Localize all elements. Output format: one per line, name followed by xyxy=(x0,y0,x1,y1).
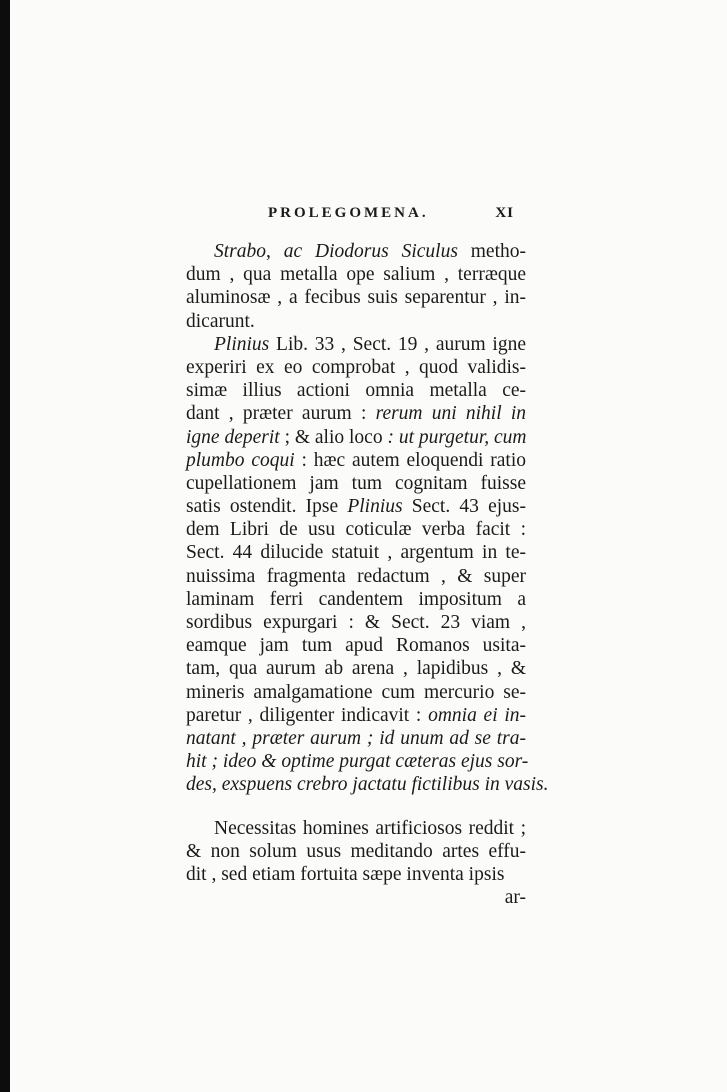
paragraph-plinius xyxy=(186,333,549,797)
italic-text: natant , præter aurum ; id unum ad se tra- xyxy=(186,727,526,749)
text-line xyxy=(186,240,526,263)
italic-text: rerum uni nihil in xyxy=(375,403,527,425)
roman-text: dant , præter aurum : xyxy=(186,403,376,425)
roman-text: , xyxy=(266,241,284,262)
italic-text: igne deperit xyxy=(186,426,280,448)
roman-text: experiri ex eo comprobat , quod validis- xyxy=(186,356,526,378)
text-line xyxy=(186,704,526,727)
roman-text: Necessitas homines artificiosos reddit ; xyxy=(214,817,526,839)
italic-text: : ut purgetur, cum xyxy=(387,426,527,448)
roman-text: : hæc autem eloquendi ratio xyxy=(294,449,526,471)
text-line xyxy=(186,817,526,840)
roman-text: eamque jam tum apud Romanos usita- xyxy=(186,635,526,657)
roman-text: dem Libri de usu coticulæ verba facit : xyxy=(186,519,526,541)
roman-text: dum , qua metalla ope salium , terræque xyxy=(186,264,526,286)
roman-text: nuissima fragmenta redactum , & super xyxy=(186,565,526,587)
text-line xyxy=(186,310,526,333)
roman-text: ; & alio loco xyxy=(279,426,388,448)
text-line xyxy=(186,379,526,402)
italic-text: Strabo xyxy=(214,241,267,262)
text-line xyxy=(186,750,529,773)
running-title: PROLEGOMENA. xyxy=(268,205,429,221)
text-line xyxy=(186,773,549,796)
text-line xyxy=(186,681,526,704)
paragraph-gap xyxy=(186,797,526,817)
roman-text: Sect. 44 dilucide statuit , argentum in te- xyxy=(186,542,526,564)
text-line xyxy=(186,565,526,588)
roman-text: cupellationem jam tum cognitam fuisse xyxy=(186,472,526,494)
roman-text: satis ostendit. Ipse xyxy=(186,496,348,518)
text-line xyxy=(186,657,526,680)
italic-text: hit ; ideo & optime purgat cæteras ejus sor- xyxy=(186,751,529,773)
roman-text: simæ illius actioni omnia metalla ce- xyxy=(186,380,526,402)
text-line xyxy=(186,333,526,356)
text-line xyxy=(186,541,526,564)
italic-text: omnia ei in- xyxy=(428,704,527,726)
text-line xyxy=(186,863,526,886)
roman-text: aluminosæ , a fecibus suis separentur , in- xyxy=(186,287,526,309)
text-line xyxy=(186,840,526,863)
italic-text: Plinius xyxy=(347,496,403,518)
paragraph-necessitas xyxy=(186,817,526,887)
roman-text: dicarunt. xyxy=(186,310,255,332)
scan-border xyxy=(0,0,10,1092)
text-line xyxy=(186,611,526,634)
roman-text: Lib. 33 , Sect. 19 , aurum igne xyxy=(269,333,526,355)
text-line xyxy=(186,495,526,518)
text-line xyxy=(186,449,526,472)
text-line xyxy=(186,518,526,541)
running-head xyxy=(258,205,514,227)
italic-text: des, exspuens crebro jactatu fictilibus in vasis. xyxy=(186,774,549,796)
roman-text: metho- xyxy=(457,241,527,262)
text-line xyxy=(186,356,526,379)
text-line xyxy=(186,426,526,449)
roman-text: sordibus expurgari : & Sect. 23 viam , xyxy=(186,612,526,633)
roman-text: Sect. 43 ejus- xyxy=(402,496,526,518)
body-text xyxy=(186,240,549,909)
catchword: ar- xyxy=(504,887,526,909)
italic-text: Plinius xyxy=(214,333,270,355)
text-line xyxy=(186,263,526,286)
text-line xyxy=(186,402,526,425)
text-line xyxy=(186,727,526,750)
roman-text: paretur , diligenter indicavit : xyxy=(186,704,429,726)
text-line xyxy=(186,286,526,309)
italic-text: ac Diodorus Siculus xyxy=(283,241,458,262)
roman-text: & non solum usus meditando artes effu- xyxy=(186,840,526,862)
roman-text: mineris amalgamatione cum mercurio se- xyxy=(186,681,526,703)
italic-text: plumbo coqui xyxy=(186,449,295,471)
roman-text: laminam ferri candentem impositum a xyxy=(186,588,526,610)
text-line xyxy=(186,472,526,495)
page-number: XI xyxy=(495,205,514,221)
roman-text: tam, qua aurum ab arena , lapidibus , & xyxy=(186,658,526,680)
text-line xyxy=(186,634,526,657)
roman-text: dit , sed etiam fortuita sæpe inventa ipsis xyxy=(186,863,505,885)
text-line xyxy=(186,588,526,611)
paragraph-strabo xyxy=(186,240,526,333)
